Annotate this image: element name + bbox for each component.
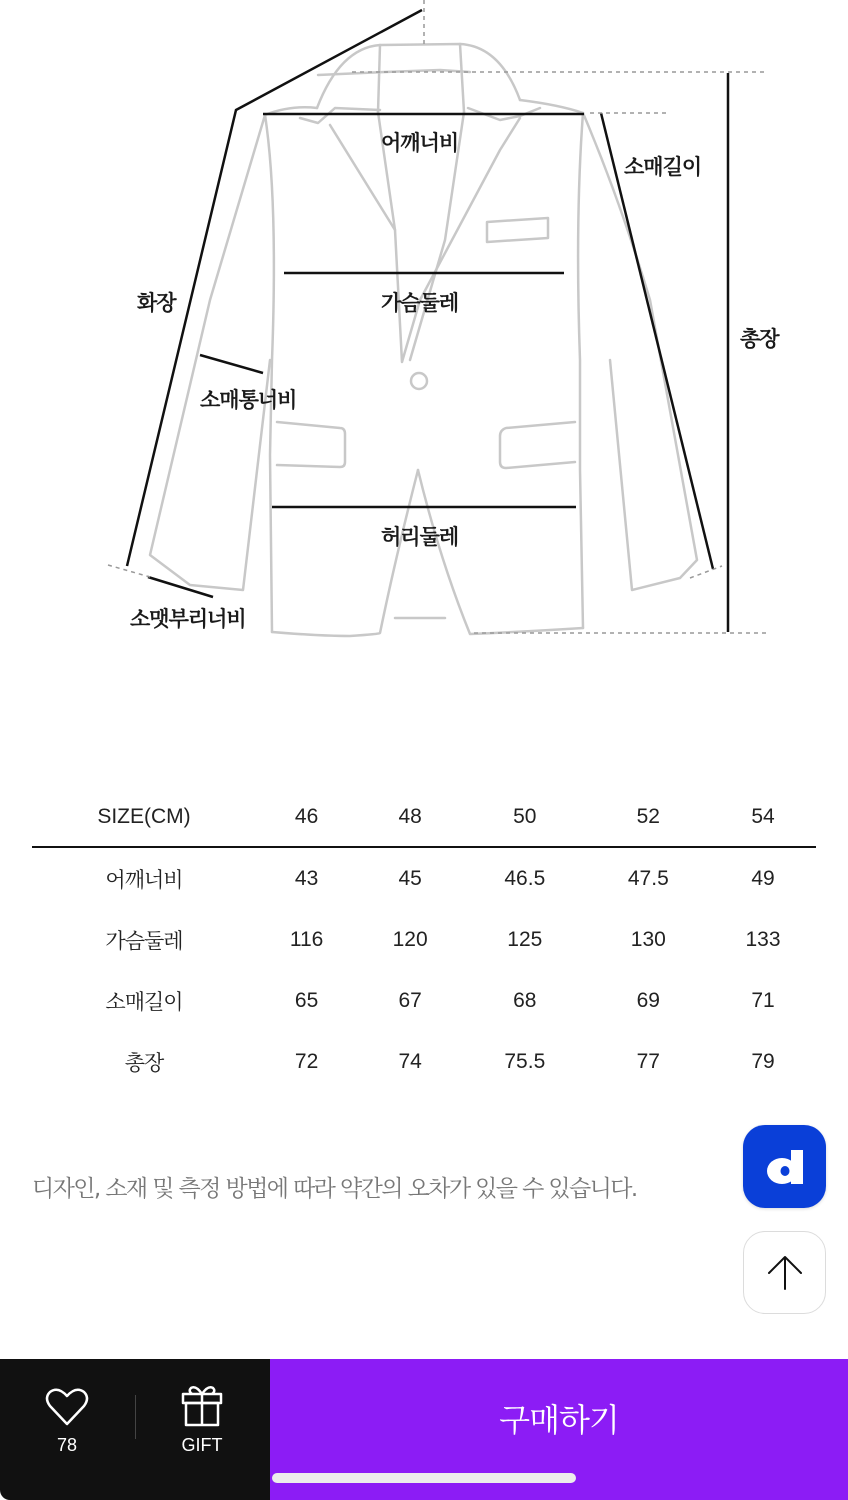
row-label: 소매길이 — [105, 989, 183, 1014]
label-cuff-width: 소맷부리너비 — [130, 607, 246, 631]
row-label: 총장 — [124, 1050, 164, 1075]
table-cell: 130 — [630, 927, 666, 951]
bar-divider — [135, 1395, 136, 1439]
measurement-notice: 디자인, 소재 및 측정 방법에 따라 약간의 오차가 있을 수 있습니다. — [32, 1176, 637, 1202]
jacket-size-diagram — [0, 0, 848, 700]
label-chest: 가슴둘레 — [381, 291, 459, 315]
label-waist: 허리둘레 — [381, 525, 459, 549]
header-size: 52 — [587, 788, 711, 847]
heart-icon — [45, 1387, 89, 1427]
table-cell: 79 — [751, 1049, 775, 1073]
table-cell: 69 — [636, 988, 660, 1012]
table-cell: 74 — [398, 1049, 422, 1073]
arrow-up-icon — [765, 1253, 805, 1293]
table-cell: 43 — [294, 866, 319, 890]
table-cell: 77 — [636, 1049, 660, 1073]
table-cell: 116 — [289, 927, 324, 951]
label-sleeve-width: 소매통너비 — [200, 388, 297, 412]
scroll-to-top-button[interactable] — [743, 1231, 826, 1314]
table-row — [32, 847, 816, 909]
like-button[interactable] — [27, 1385, 107, 1455]
buy-button-label: 구매하기 — [499, 1401, 619, 1439]
table-header-row — [32, 788, 816, 847]
bottom-bar-left — [0, 1359, 270, 1500]
header-size: 54 — [710, 788, 816, 847]
brand-d-button[interactable] — [743, 1125, 826, 1208]
header-size: 46 — [256, 788, 357, 847]
table-cell: 68 — [513, 988, 537, 1012]
table-cell: 49 — [751, 866, 775, 890]
table-row — [32, 1031, 816, 1092]
jacket-outline-illustration — [0, 0, 848, 700]
bottom-action-bar — [0, 1359, 848, 1500]
like-count: 78 — [56, 1435, 78, 1455]
size-chart-table — [32, 788, 816, 1092]
table-cell: 75.5 — [504, 1049, 546, 1073]
row-label: 어깨너비 — [105, 867, 183, 892]
gift-button[interactable] — [162, 1385, 242, 1455]
brand-d-icon — [765, 1150, 805, 1184]
table-cell: 125 — [507, 927, 543, 951]
header-size-label: SIZE(CM) — [32, 788, 256, 847]
home-indicator — [272, 1473, 576, 1483]
table-cell: 45 — [398, 866, 422, 890]
table-row — [32, 909, 816, 970]
table-cell: 46.5 — [504, 866, 546, 890]
header-size: 48 — [357, 788, 463, 847]
row-label: 가슴둘레 — [105, 928, 183, 953]
gift-icon — [180, 1385, 224, 1427]
table-row — [32, 970, 816, 1031]
table-cell: 71 — [751, 988, 775, 1012]
label-sleeve-length: 소매길이 — [624, 155, 702, 179]
label-sleeve-reach: 화장 — [137, 291, 176, 315]
table-cell: 72 — [294, 1049, 319, 1073]
table-cell: 65 — [294, 988, 319, 1012]
gift-label: GIFT — [181, 1435, 223, 1455]
table-cell: 47.5 — [627, 866, 669, 890]
header-size: 50 — [463, 788, 587, 847]
label-shoulder-width: 어깨너비 — [381, 131, 459, 155]
table-cell: 67 — [398, 988, 422, 1012]
label-total-length: 총장 — [740, 327, 779, 351]
table-cell: 133 — [745, 927, 781, 951]
table-cell: 120 — [392, 927, 428, 951]
